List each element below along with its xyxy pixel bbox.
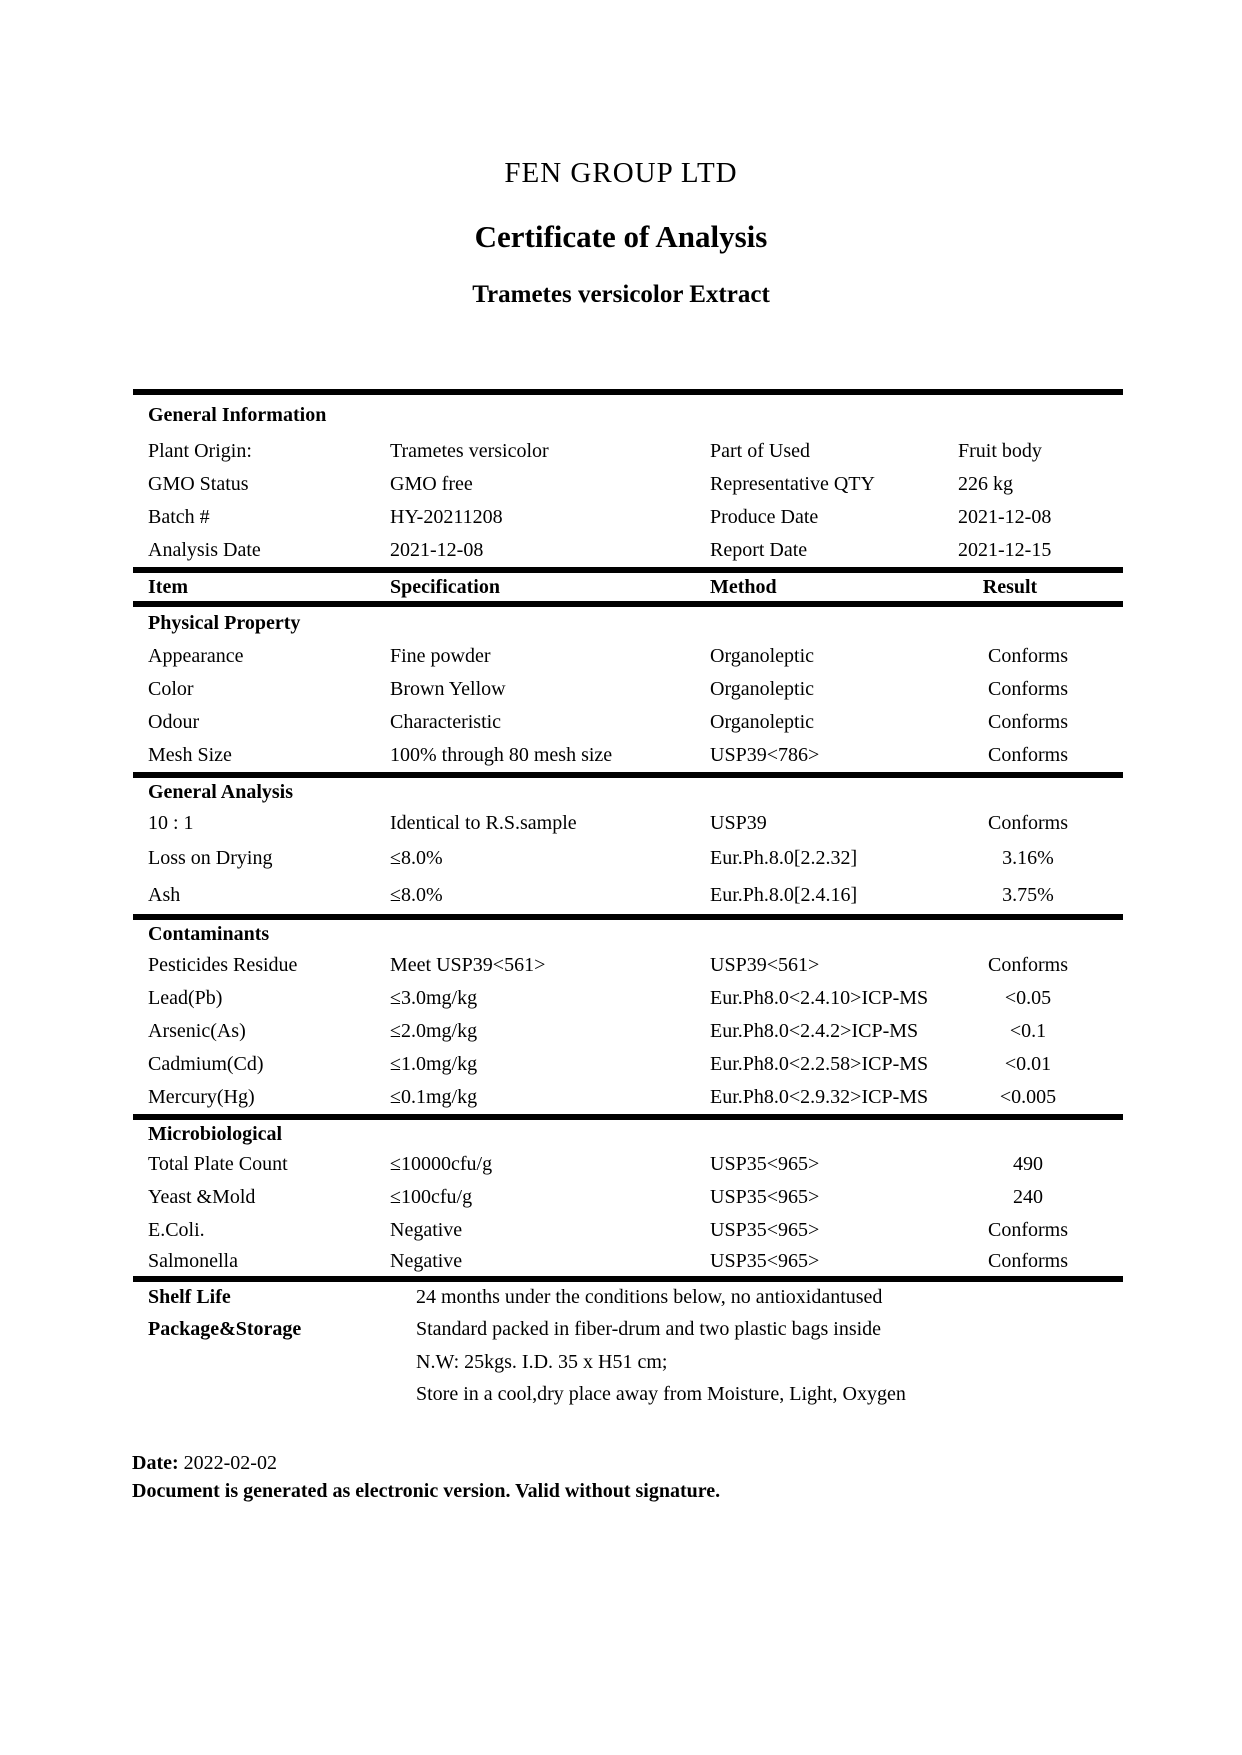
table-row <box>133 1015 1123 1048</box>
item-cell: Salmonella <box>148 1250 238 1272</box>
table-row <box>133 1048 1123 1081</box>
table-row <box>133 468 1123 501</box>
table-row <box>133 840 1123 877</box>
item-cell: Yeast &Mold <box>148 1186 256 1208</box>
specification-cell: ≤1.0mg/kg <box>390 1053 478 1075</box>
column-header-row <box>133 573 1123 601</box>
package-storage-row <box>133 1313 1123 1346</box>
package-storage-row <box>133 1378 1123 1410</box>
item-cell: Arsenic(As) <box>148 1020 246 1042</box>
specification-cell: ≤8.0% <box>390 847 443 869</box>
table-row <box>133 640 1123 673</box>
package-storage-row <box>133 1346 1123 1378</box>
column-header-result: Result <box>982 575 1038 598</box>
table-row <box>133 1148 1123 1181</box>
method-cell: Eur.Ph.8.0[2.2.32] <box>710 847 858 869</box>
result-cell: 3.16% <box>1002 847 1054 869</box>
method-cell: Eur.Ph8.0<2.4.2>ICP-MS <box>710 1020 919 1042</box>
item-cell: Mercury(Hg) <box>148 1086 255 1108</box>
result-cell: Conforms <box>988 645 1068 667</box>
table-row <box>133 435 1123 468</box>
method-cell: Eur.Ph.8.0[2.4.16] <box>710 884 858 906</box>
specification-cell: Brown Yellow <box>390 678 506 700</box>
row-label: Plant Origin: <box>148 440 252 462</box>
result-cell: Conforms <box>988 1219 1068 1241</box>
row-value: Trametes versicolor <box>390 440 549 462</box>
item-cell: Cadmium(Cd) <box>148 1053 264 1075</box>
package-storage-text: Standard packed in fiber-drum and two plastic bags inside <box>416 1318 882 1340</box>
section-title-general-analysis: General Analysis <box>148 781 294 803</box>
table-row <box>133 673 1123 706</box>
specification-cell: ≤10000cfu/g <box>390 1153 493 1175</box>
method-cell: Organoleptic <box>710 678 815 700</box>
row-value: 2021-12-15 <box>958 539 1052 561</box>
row-value: Fruit body <box>958 440 1042 462</box>
item-cell: Appearance <box>148 645 244 667</box>
footer <box>132 1449 720 1505</box>
method-cell: USP39 <box>710 812 767 834</box>
item-cell: 10 : 1 <box>148 812 194 834</box>
package-storage-label: Package&Storage <box>148 1318 302 1340</box>
row-label: Analysis Date <box>148 539 261 561</box>
item-cell: Pesticides Residue <box>148 954 298 976</box>
column-header-specification: Specification <box>390 575 500 598</box>
result-cell: Conforms <box>988 744 1068 766</box>
row-label: Produce Date <box>710 506 819 528</box>
result-cell: <0.05 <box>1004 987 1052 1009</box>
column-header-method: Method <box>710 575 777 598</box>
method-cell: USP35<965> <box>710 1186 820 1208</box>
result-cell: Conforms <box>988 954 1068 976</box>
specification-cell: Characteristic <box>390 711 502 733</box>
specification-cell: ≤0.1mg/kg <box>390 1086 478 1108</box>
table-row <box>133 982 1123 1015</box>
result-cell: Conforms <box>988 711 1068 733</box>
specification-cell: Negative <box>390 1219 463 1241</box>
document-title: Certificate of Analysis <box>474 219 768 254</box>
section-title-contaminants: Contaminants <box>148 923 270 945</box>
item-cell: Color <box>148 678 194 700</box>
shelf-life-row <box>133 1282 1123 1313</box>
method-cell: Eur.Ph8.0<2.2.58>ICP-MS <box>710 1053 929 1075</box>
row-value: 226 kg <box>958 473 1013 495</box>
coa-table <box>133 389 1123 1410</box>
result-cell: Conforms <box>988 812 1068 834</box>
package-storage-text: Store in a cool,dry place away from Moisture, Light, Oxygen <box>416 1382 906 1405</box>
table-row <box>133 501 1123 534</box>
specification-cell: ≤2.0mg/kg <box>390 1020 478 1042</box>
item-cell: E.Coli. <box>148 1219 205 1241</box>
method-cell: USP39<786> <box>710 744 820 766</box>
specification-cell: ≤3.0mg/kg <box>390 987 478 1009</box>
specification-cell: Fine powder <box>390 645 491 667</box>
table-row <box>133 1247 1123 1276</box>
method-cell: Eur.Ph8.0<2.4.10>ICP-MS <box>710 987 929 1009</box>
table-row <box>133 706 1123 739</box>
item-cell: Mesh Size <box>148 744 232 766</box>
column-header-item: Item <box>148 575 188 598</box>
table-row <box>133 1214 1123 1247</box>
row-value: GMO free <box>390 473 473 495</box>
item-cell: Ash <box>148 884 181 906</box>
method-cell: USP39<561> <box>710 954 820 976</box>
item-cell: Loss on Drying <box>148 847 273 869</box>
row-label: GMO Status <box>148 473 249 495</box>
company-name: FEN GROUP LTD <box>504 157 738 189</box>
specification-cell: Identical to R.S.sample <box>390 812 577 834</box>
specification-cell: Meet USP39<561> <box>390 954 546 976</box>
row-label: Representative QTY <box>710 473 875 495</box>
method-cell: Organoleptic <box>710 645 815 667</box>
row-label: Part of Used <box>710 440 810 462</box>
electronic-signature-note: Document is generated as electronic version. Valid without signature. <box>132 1480 721 1502</box>
specification-cell: ≤8.0% <box>390 884 443 906</box>
shelf-life-text: 24 months under the conditions below, no antioxidantused <box>416 1286 883 1308</box>
method-cell: USP35<965> <box>710 1250 820 1272</box>
result-cell: 490 <box>1013 1153 1043 1175</box>
row-value: 2021-12-08 <box>958 506 1052 528</box>
product-title: Trametes versicolor Extract <box>472 281 770 308</box>
row-label: Batch # <box>148 506 210 528</box>
table-row <box>133 1081 1123 1114</box>
specification-cell: ≤100cfu/g <box>390 1186 473 1208</box>
date-line <box>132 1449 720 1477</box>
specification-cell: Negative <box>390 1250 463 1272</box>
table-row <box>133 1181 1123 1214</box>
shelf-life-label: Shelf Life <box>148 1286 231 1308</box>
result-cell: <0.1 <box>1009 1020 1047 1042</box>
method-cell: Organoleptic <box>710 711 815 733</box>
date-value: 2022-02-02 <box>183 1452 277 1474</box>
method-cell: USP35<965> <box>710 1153 820 1175</box>
specification-cell: 100% through 80 mesh size <box>390 744 613 766</box>
item-cell: Odour <box>148 711 200 733</box>
package-storage-text: N.W: 25kgs. I.D. 35 x H51 cm; <box>416 1350 668 1373</box>
item-cell: Lead(Pb) <box>148 987 223 1009</box>
table-row <box>133 949 1123 982</box>
item-cell: Total Plate Count <box>148 1153 288 1175</box>
table-row <box>133 534 1123 567</box>
result-cell: 240 <box>1013 1186 1043 1208</box>
result-cell: 3.75% <box>1002 884 1054 906</box>
row-value: 2021-12-08 <box>390 539 484 561</box>
method-cell: Eur.Ph8.0<2.9.32>ICP-MS <box>710 1086 929 1108</box>
date-label: Date: <box>132 1452 179 1474</box>
table-row <box>133 807 1123 840</box>
result-cell: Conforms <box>988 678 1068 700</box>
row-label: Report Date <box>710 539 808 561</box>
row-value: HY-20211208 <box>390 506 503 528</box>
table-row <box>133 739 1123 772</box>
section-title-physical-property: Physical Property <box>148 612 301 634</box>
method-cell: USP35<965> <box>710 1219 820 1241</box>
table-row <box>133 877 1123 914</box>
section-title-general-information: General Information <box>148 403 327 426</box>
result-cell: <0.01 <box>1004 1053 1052 1075</box>
result-cell: <0.005 <box>999 1086 1057 1108</box>
section-title-microbiological: Microbiological <box>148 1122 283 1145</box>
result-cell: Conforms <box>988 1250 1068 1272</box>
